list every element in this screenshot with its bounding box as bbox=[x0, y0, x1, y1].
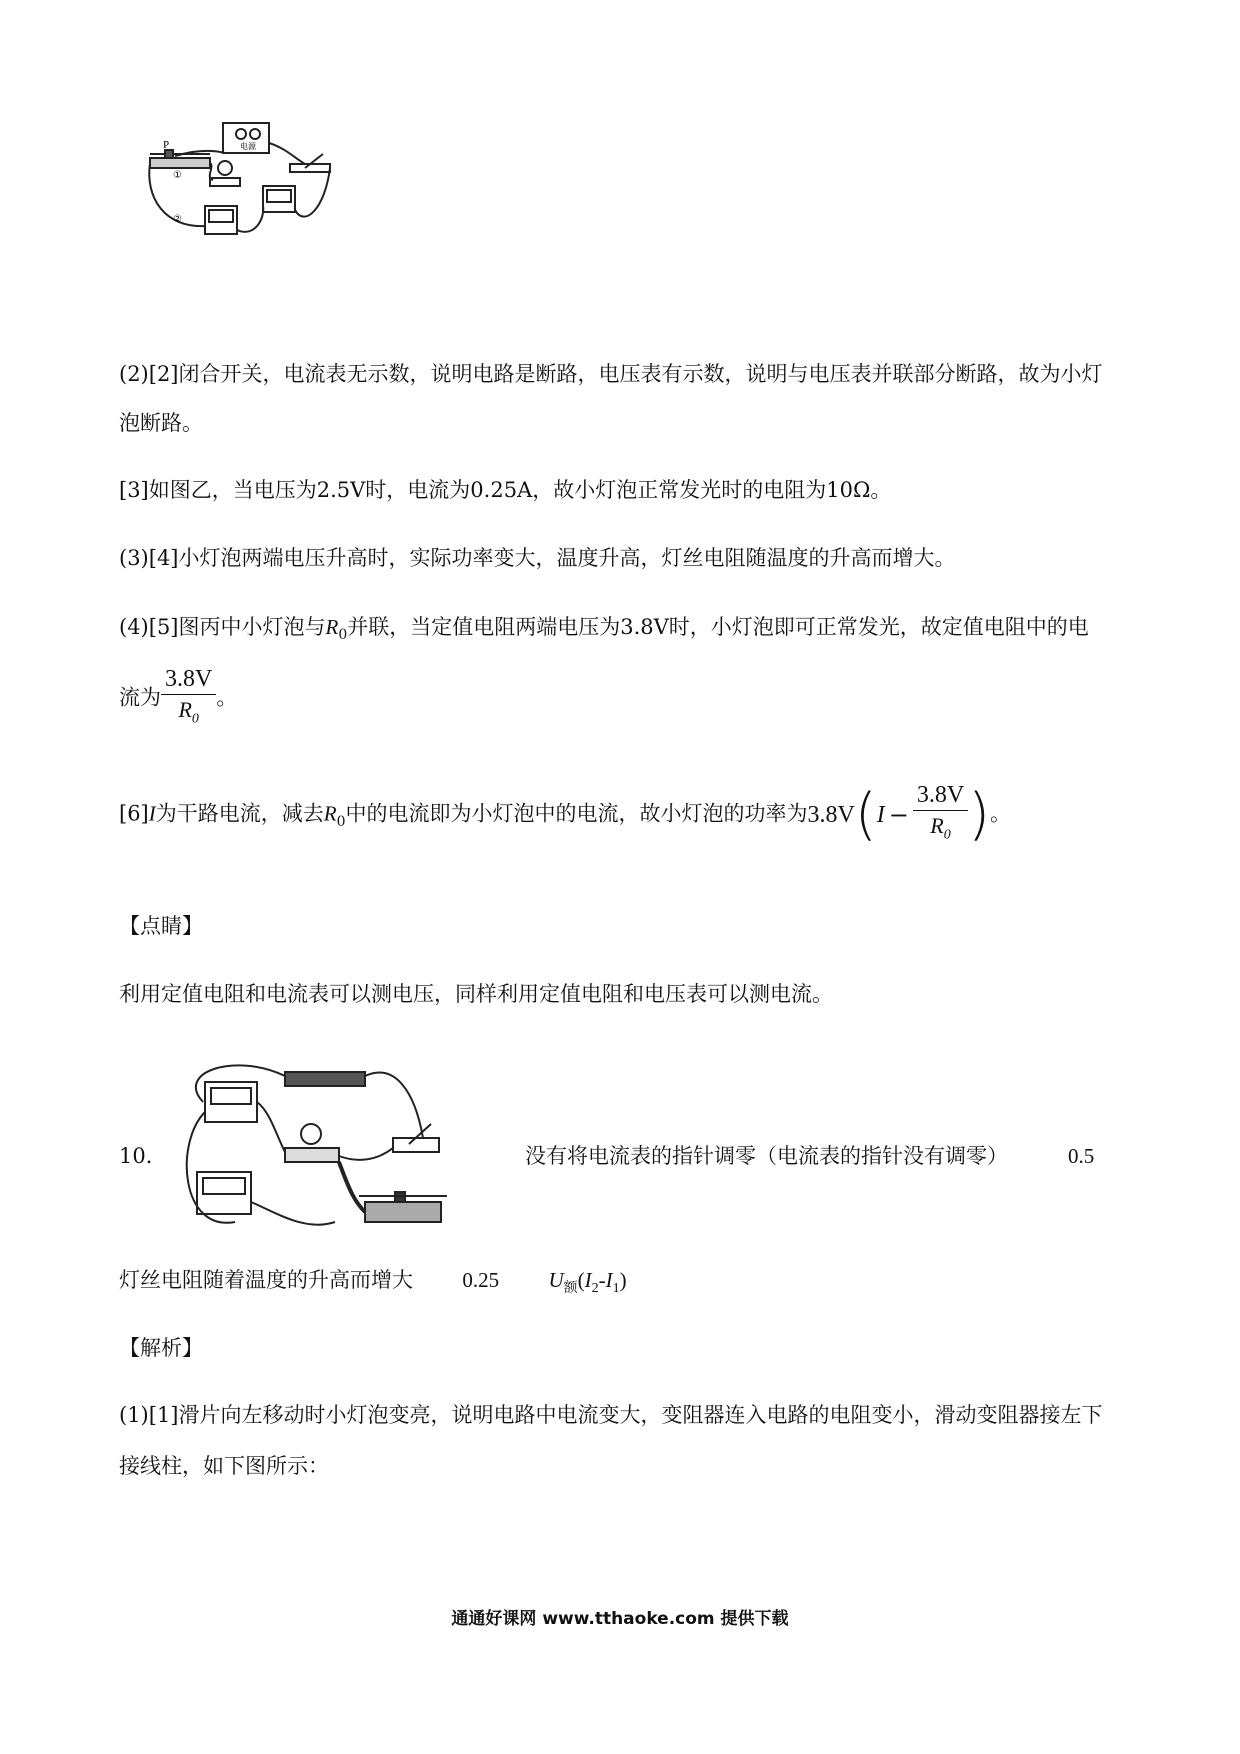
paren: ) bbox=[619, 1268, 627, 1292]
figure-label-power: 电源 bbox=[240, 142, 256, 151]
q10-number: 10． bbox=[119, 1144, 167, 1168]
math-i2: I bbox=[584, 1268, 592, 1292]
paren-right: ) bbox=[968, 782, 991, 848]
den-sub: 0 bbox=[191, 711, 199, 727]
minus: − bbox=[888, 801, 909, 830]
text: 中的电流即为小灯泡中的电流，故小灯泡的功率为 bbox=[345, 801, 808, 826]
q10-answer-5 bbox=[548, 1268, 627, 1297]
math-i1: I bbox=[605, 1268, 613, 1292]
math-r: R bbox=[323, 801, 337, 826]
den-sub: 0 bbox=[943, 827, 951, 843]
q10-answer-4: 0.25 bbox=[462, 1268, 500, 1292]
fraction-denominator bbox=[161, 695, 216, 734]
para-2-2-line-1: (2)[2]闭合开关，电流表无示数，说明电路是断路，电压表有示数，说明与电压表并联部分断路，故为小灯 bbox=[119, 362, 1103, 386]
para-3: [3]如图乙，当电压为2.5V时，电流为0.25A，故小灯泡正常发光时的电阻为10Ω。 bbox=[119, 478, 892, 502]
figure-label-p: P bbox=[163, 139, 170, 151]
math-sub: 额 bbox=[563, 1281, 578, 1297]
dianjing-heading: 【点睛】 bbox=[119, 914, 203, 938]
den-r: R bbox=[930, 813, 944, 838]
text: 为干路电流，减去 bbox=[155, 801, 324, 826]
text: 。 bbox=[990, 801, 1012, 826]
para-2-2-cont bbox=[119, 405, 1129, 441]
paren-left: ( bbox=[854, 782, 877, 848]
figure-label-2: ② bbox=[173, 214, 182, 225]
fraction bbox=[913, 780, 968, 850]
para-4: (3)[4]小灯泡两端电压升高时，实际功率变大，温度升高，灯丝电阻随温度的升高而增大。 bbox=[119, 546, 956, 570]
math-i: I bbox=[148, 801, 156, 826]
q10-answer-1: 没有将电流表的指针调零（电流表的指针没有调零） bbox=[525, 1144, 1008, 1168]
figure-label-1: ① bbox=[173, 170, 182, 181]
text: 并联，当定值电阻两端电压为3.8V时，小灯泡即可正常发光，故定值电阻中的电 bbox=[347, 615, 1089, 639]
jiexi-heading: 【解析】 bbox=[119, 1336, 203, 1360]
math-sub: 2 bbox=[591, 1281, 599, 1297]
jiexi-line-2: 接线柱，如下图所示： bbox=[119, 1454, 329, 1478]
q10-answer-2: 0.5 bbox=[1068, 1144, 1095, 1168]
para-2-2 bbox=[119, 356, 1129, 392]
coef: 3.8V bbox=[807, 802, 855, 829]
circuit-figure-2 bbox=[175, 1052, 475, 1242]
den-r: R bbox=[178, 697, 192, 722]
math-sub: 0 bbox=[338, 627, 348, 644]
math-sub: 1 bbox=[612, 1281, 620, 1297]
para-5-line-2 bbox=[119, 664, 1129, 734]
jiexi-line-1: (1)[1]滑片向左移动时小灯泡变亮，说明电路中电流变大，变阻器连入电路的电阻变小，滑动变阻器接左下 bbox=[119, 1403, 1103, 1427]
fraction-denominator bbox=[913, 811, 968, 850]
page-footer: 通通好课网 www.tthaoke.com 提供下载 bbox=[451, 1609, 789, 1629]
para-2-2-line-2: 泡断路。 bbox=[119, 411, 203, 435]
q10-answers-line-2 bbox=[119, 1262, 1129, 1307]
fraction-numerator: 3.8V bbox=[161, 664, 216, 695]
para-5-line-1 bbox=[119, 609, 1129, 653]
q10-answer-3: 灯丝电阻随着温度的升高而增大 bbox=[119, 1268, 413, 1292]
text: [6] bbox=[119, 801, 149, 826]
math-i: I bbox=[876, 802, 885, 829]
math-sub: 0 bbox=[336, 813, 346, 830]
paren: ( bbox=[577, 1268, 585, 1292]
math-r: R bbox=[325, 615, 339, 639]
math-u: U bbox=[548, 1268, 564, 1292]
dianjing-text: 利用定值电阻和电流表可以测电压，同样利用定值电阻和电压表可以测电流。 bbox=[119, 982, 833, 1006]
para-6 bbox=[119, 780, 1129, 850]
text: 流为 bbox=[119, 685, 161, 710]
dash: - bbox=[598, 1268, 606, 1292]
text: (4)[5]图丙中小灯泡与 bbox=[119, 615, 326, 639]
text: 。 bbox=[216, 685, 238, 710]
circuit-figure-1 bbox=[145, 118, 375, 288]
fraction bbox=[161, 664, 216, 734]
fraction-numerator: 3.8V bbox=[913, 780, 968, 811]
